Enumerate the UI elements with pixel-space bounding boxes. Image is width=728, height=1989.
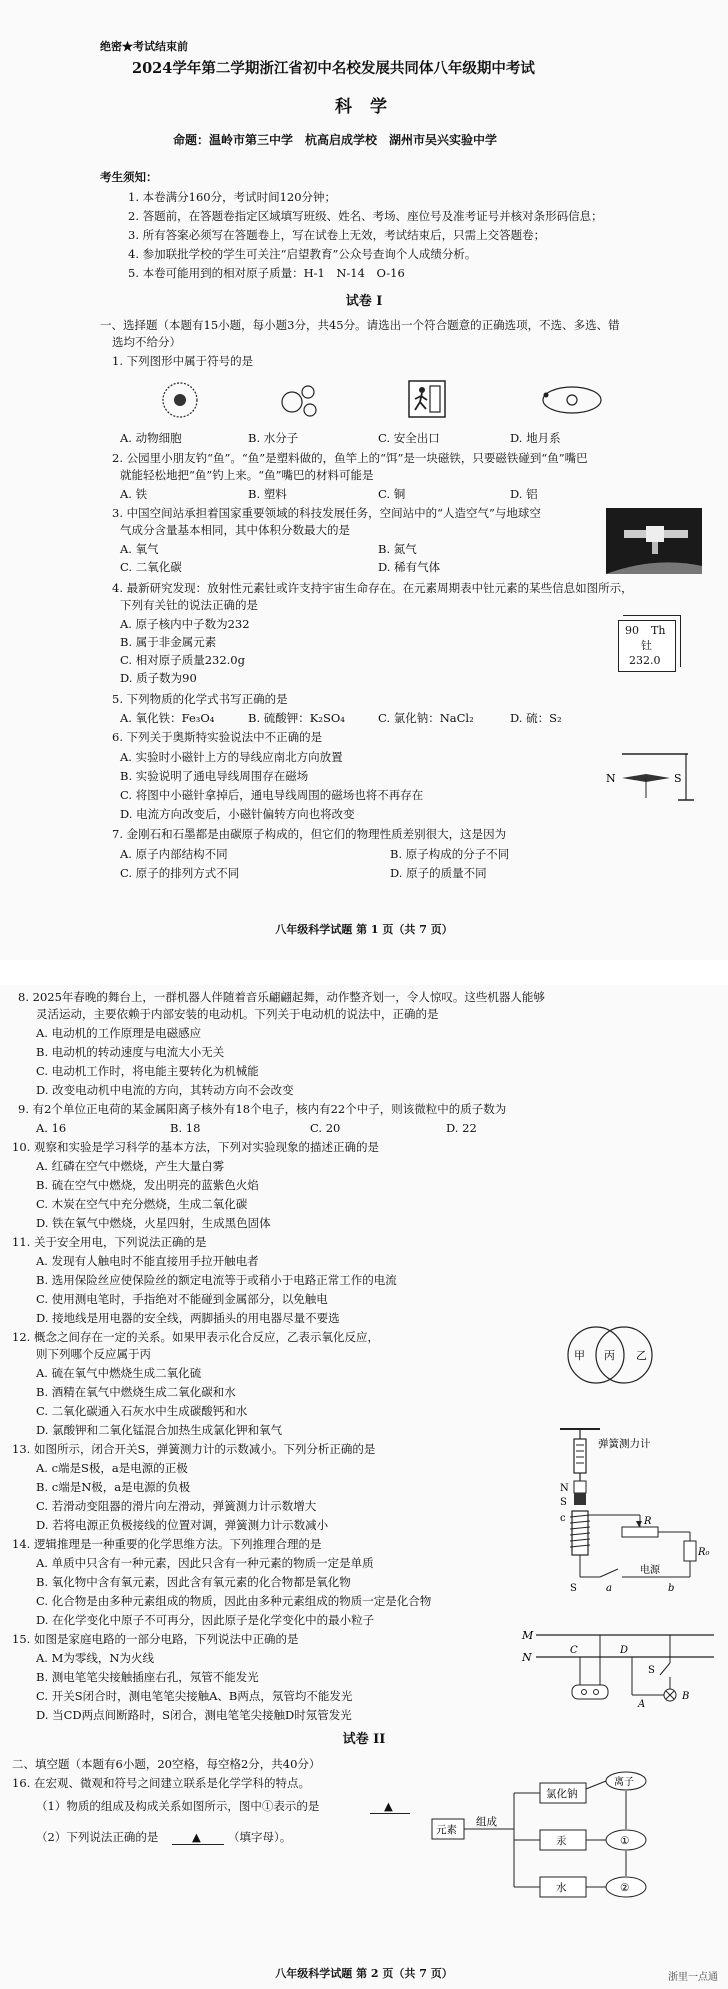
- safety-exit-sign-figure: [408, 380, 446, 418]
- q13-option-c: C. 若滑动变阻器的滑片向左滑动，弹簧测力计示数增大: [36, 1499, 317, 1513]
- spring-scale-label: 弹簧测力计: [598, 1438, 651, 1450]
- q15-option-a: A. M为零线，N为火线: [36, 1651, 154, 1665]
- q11-option-a: A. 发现有人触电时不能直接用手拉开触电者: [36, 1254, 259, 1268]
- q11-option-c: C. 使用测电笔时，手指绝对不能碰到金属部分，以免触电: [36, 1292, 328, 1306]
- q10-option-b: B. 硫在空气中燃烧，发出明亮的蓝紫色火焰: [36, 1178, 259, 1192]
- resistor-r0-label: R₀: [698, 1547, 710, 1558]
- q11-option-d: D. 接地线是用电器的安全线，两脚插头的用电器尽量不要选: [36, 1311, 340, 1325]
- point-c-label: C: [570, 1645, 578, 1656]
- card-symbol: Th: [651, 624, 666, 637]
- q6-option-b: B. 实验说明了通电导线周围存在磁场: [120, 769, 309, 783]
- q6-option-d: D. 电流方向改变后，小磁针偏转方向也将改变: [120, 807, 355, 821]
- section-1-heading: 一、选择题（本题有15小题，每小题3分，共45分。请选出一个符合题意的正确选项，不选、多选、错: [100, 318, 620, 332]
- q2-option-c: C. 铜: [378, 487, 406, 501]
- page-1-footer: 八年级科学试题 第 1 页（共 7 页）: [275, 923, 453, 936]
- earth-moon-system-figure: [540, 384, 604, 416]
- q13-option-a: A. c端是S极，a是电源的正极: [36, 1461, 188, 1475]
- q9-option-b: B. 18: [170, 1121, 201, 1135]
- venn-label-b: 乙: [636, 1349, 647, 1362]
- q5-option-b: B. 硫酸钾：K₂SO₄: [248, 711, 345, 725]
- subject-title: 科 学: [335, 97, 393, 117]
- line-n-label: N: [522, 1651, 532, 1664]
- q2-option-a: A. 铁: [120, 487, 148, 501]
- notice-item: 4. 参加联批学校的学生可关注“启望教育”公众号查询个人成绩分析。: [128, 247, 477, 261]
- notice-item: 5. 本卷可能用到的相对原子质量：H-1 N-14 O-16: [128, 266, 405, 280]
- question-10-stem: 10. 观察和实验是学习科学的基本方法，下列对实验现象的描述正确的是: [12, 1140, 379, 1154]
- matter-composition-diagram: [430, 1771, 652, 1909]
- q14-option-c: C. 化合物是由多种元素组成的物质，因此由多种元素组成的物质一定是化合物: [36, 1594, 432, 1608]
- oersted-experiment-figure: [600, 746, 696, 806]
- question-8-stem-cont: 灵活运动，主要依赖于内部安装的电动机。下列关于电动机的说法中，正确的是: [36, 1007, 439, 1021]
- authors-line: 命题：温岭市第三中学 杭高启成学校 湖州市吴兴实验中学: [173, 133, 498, 147]
- electromagnet-circuit-figure: [540, 1425, 712, 1595]
- q4-option-a: A. 原子核内中子数为232: [120, 617, 250, 631]
- question-11-stem: 11. 关于安全用电，下列说法正确的是: [12, 1235, 207, 1249]
- q10-option-d: D. 铁在氧气中燃烧，火星四射，生成黑色固体: [36, 1216, 271, 1230]
- point-b-label: B: [682, 1691, 690, 1702]
- q10-option-a: A. 红磷在空气中燃烧，产生大量白雾: [36, 1159, 225, 1173]
- question-6-stem: 6. 下列关于奥斯特实验说法中不正确的是: [112, 730, 323, 744]
- blank-marker: ▲: [384, 1799, 393, 1813]
- q7-option-a: A. 原子内部结构不同: [120, 847, 228, 861]
- q11-option-b: B. 选用保险丝应使保险丝的额定电流等于或稍小于电路正常工作的电流: [36, 1273, 397, 1287]
- water-molecule-figure: [280, 382, 330, 418]
- diagram-element-label: 元素: [436, 1824, 457, 1836]
- notice-title: 考生须知：: [100, 170, 158, 184]
- line-m-label: M: [522, 1629, 534, 1642]
- notice-item: 3. 所有答案必须写在答题卷上，写在试卷上无效，考试结束后，只需上交答题卷；: [128, 228, 546, 242]
- q12-option-d: D. 氯酸钾和二氧化锰混合加热生成氯化钾和氧气: [36, 1423, 283, 1437]
- q12-option-c: C. 二氧化碳通入石灰水中生成碳酸钙和水: [36, 1404, 248, 1418]
- diagram-ion-label: 离子: [614, 1777, 634, 1788]
- q5-option-d: D. 硫：S₂: [510, 711, 562, 725]
- question-2-stem-cont: 就能轻松地把“鱼”钓上来。“鱼”嘴巴的材料可能是: [120, 468, 374, 482]
- q5-option-a: A. 氧化铁：Fe₃O₄: [120, 711, 215, 725]
- question-14-stem: 14. 逻辑推理是一种重要的化学思维方法。下列推理合理的是: [12, 1537, 322, 1551]
- question-15-stem: 15. 如图是家庭电路的一部分电路，下列说法中正确的是: [12, 1632, 299, 1646]
- q2-option-b: B. 塑料: [248, 487, 287, 501]
- question-5-stem: 5. 下列物质的化学式书写正确的是: [112, 692, 288, 706]
- blank-marker: ▲: [192, 1830, 201, 1844]
- household-circuit-figure: [520, 1625, 716, 1711]
- terminal-b-label: b: [668, 1583, 675, 1594]
- section-2-heading: 二、填空题（本题有6小题，20空格，每空格2分，共40分）: [12, 1757, 321, 1771]
- diagram-hg-label: 汞: [556, 1835, 567, 1847]
- rheostat-r-label: R: [644, 1516, 652, 1527]
- q1-option-d: D. 地月系: [510, 431, 561, 445]
- section-1-heading-cont: 选均不给分）: [112, 335, 181, 349]
- point-a-label: A: [638, 1699, 646, 1710]
- answer-blank-2[interactable]: [172, 1844, 224, 1845]
- question-4-stem: 4. 最新研究发现：放射性元素钍或许支持宇宙生命存在。在元素周期表中钍元素的某些信息如图所示，: [112, 581, 633, 595]
- magnet-n-label: N: [560, 1483, 569, 1494]
- q3-option-b: B. 氮气: [378, 542, 417, 556]
- q1-option-c: C. 安全出口: [378, 431, 440, 445]
- q8-option-d: D. 改变电动机中电流的方向，其转动方向不会改变: [36, 1083, 294, 1097]
- q4-option-b: B. 属于非金属元素: [120, 635, 217, 649]
- q3-option-a: A. 氧气: [120, 542, 159, 556]
- notice-item: 1. 本卷满分160分，考试时间120分钟；: [128, 190, 337, 204]
- switch-s-label: S: [570, 1583, 577, 1594]
- question-4-stem-cont: 下列有关钍的说法正确的是: [120, 598, 258, 612]
- diagram-nacl-label: 氯化钠: [546, 1788, 578, 1800]
- part-1-title: 试卷 I: [345, 294, 383, 309]
- terminal-a-label: a: [606, 1583, 612, 1594]
- q2-option-d: D. 铝: [510, 487, 538, 501]
- question-12-stem: 12. 概念之间存在一定的关系。如果甲表示化合反应，乙表示氧化反应，: [12, 1330, 379, 1344]
- question-12-stem-cont: 则下列哪个反应属于丙: [36, 1347, 151, 1361]
- q1-option-a: A. 动物细胞: [120, 431, 182, 445]
- space-station-photo: [606, 508, 702, 574]
- q15-option-d: D. 当CD两点间断路时，S闭合，测电笔笔尖接触D时氖管发光: [36, 1708, 352, 1722]
- diagram-two-label: ②: [620, 1882, 630, 1894]
- q4-option-d: D. 质子数为90: [120, 671, 197, 685]
- needle-n-pole: N: [606, 772, 616, 785]
- switch-s-label: S: [648, 1665, 655, 1676]
- question-16-sub2-tail: （填字母）。: [228, 1830, 292, 1844]
- q3-option-d: D. 稀有气体: [378, 560, 441, 574]
- venn-label-c: 丙: [604, 1349, 615, 1362]
- question-13-stem: 13. 如图所示，闭合开关S，弹簧测力计的示数减小。下列分析正确的是: [12, 1442, 376, 1456]
- exam-page-1: [0, 0, 728, 960]
- q15-option-b: B. 测电笔笔尖接触插座右孔，氖管不能发光: [36, 1670, 259, 1684]
- q8-option-a: A. 电动机的工作原理是电磁感应: [36, 1026, 202, 1040]
- question-3-stem-cont: 气成分含量基本相同，其中体积分数最大的是: [120, 523, 350, 537]
- magnet-s-label: S: [560, 1497, 567, 1508]
- q8-option-b: B. 电动机的转动速度与电流大小无关: [36, 1045, 225, 1059]
- confidential-label: 绝密★考试结束前: [100, 40, 188, 53]
- coil-c-label: c: [560, 1513, 566, 1524]
- q14-option-a: A. 单质中只含有一种元素，因此只含有一种元素的物质一定是单质: [36, 1556, 374, 1570]
- q6-option-a: A. 实验时小磁针上方的导线应南北方向放置: [120, 750, 343, 764]
- q7-option-b: B. 原子构成的分子不同: [390, 847, 510, 861]
- q1-option-b: B. 水分子: [248, 431, 299, 445]
- point-d-label: D: [620, 1645, 629, 1656]
- page-2-footer: 八年级科学试题 第 2 页（共 7 页）: [275, 1967, 453, 1980]
- q7-option-d: D. 原子的质量不同: [390, 866, 487, 880]
- q3-option-c: C. 二氧化碳: [120, 560, 182, 574]
- power-source-label: 电源: [640, 1565, 660, 1576]
- diagram-one-label: ①: [620, 1835, 630, 1847]
- question-8-stem: 8. 2025年春晚的舞台上，一群机器人伴随着音乐翩翩起舞，动作整齐划一，令人惊叹。这些机器人能够: [18, 990, 545, 1004]
- q5-option-c: C. 氯化钠：NaCl₂: [378, 711, 474, 725]
- question-3-stem: 3. 中国空间站承担着国家重要领域的科技发展任务，空间站中的“人造空气”与地球空: [112, 506, 541, 520]
- q8-option-c: C. 电动机工作时，将电能主要转化为机械能: [36, 1064, 259, 1078]
- animal-cell-figure: [160, 380, 200, 420]
- q6-option-c: C. 将图中小磁针拿掉后，通电导线周围的磁场也将不再存在: [120, 788, 424, 802]
- watermark-text: 浙里一点通: [668, 1972, 718, 1983]
- q14-option-b: B. 氧化物中含有氧元素，因此含有氧元素的化合物都是氧化物: [36, 1575, 351, 1589]
- thorium-element-card: [618, 620, 676, 672]
- q4-option-c: C. 相对原子质量232.0g: [120, 653, 245, 667]
- question-16-sub1: （1）物质的组成及构成关系如图所示，图中①表示的是: [36, 1799, 320, 1813]
- card-atomic-number: 90: [625, 624, 639, 637]
- question-16-sub2: （2）下列说法正确的是: [36, 1830, 159, 1844]
- needle-s-pole: S: [674, 772, 682, 785]
- question-16-stem: 16. 在宏观、微观和符号之间建立联系是化学学科的特点。: [12, 1776, 310, 1790]
- q15-option-c: C. 开关S闭合时，测电笔笔尖接触A、B两点，氖管均不能发光: [36, 1689, 353, 1703]
- question-9-stem: 9. 有2个单位正电荷的某金属阳离子核外有18个电子，核内有22个中子，则该微粒中的质子数为: [18, 1102, 507, 1116]
- card-atomic-mass: 232.0: [629, 654, 661, 667]
- diagram-compose-label: 组成: [476, 1816, 497, 1828]
- diagram-water-label: 水: [556, 1882, 567, 1894]
- q10-option-c: C. 木炭在空气中充分燃烧，生成二氧化碳: [36, 1197, 248, 1211]
- question-1-stem: 1. 下列图形中属于符号的是: [112, 354, 254, 368]
- q7-option-c: C. 原子的排列方式不同: [120, 866, 240, 880]
- exam-title: 2024学年第二学期浙江省初中名校发展共同体八年级期中考试: [132, 60, 535, 77]
- q13-option-b: B. c端是N极，a是电源的负极: [36, 1480, 191, 1494]
- q13-option-d: D. 若将电源正负极接线的位置对调，弹簧测力计示数减小: [36, 1518, 329, 1532]
- card-element-name: 钍: [641, 639, 652, 652]
- venn-label-a: 甲: [574, 1349, 585, 1362]
- q14-option-d: D. 在化学变化中原子不可再分，因此原子是化学变化中的最小粒子: [36, 1613, 375, 1627]
- notice-item: 2. 答题前，在答题卷指定区域填写班级、姓名、考场、座位号及准考证号并核对条形码信息；: [128, 209, 603, 223]
- question-7-stem: 7. 金刚石和石墨都是由碳原子构成的，但它们的物理性质差别很大，这是因为: [112, 827, 507, 841]
- q9-option-c: C. 20: [310, 1121, 341, 1135]
- q9-option-a: A. 16: [36, 1121, 67, 1135]
- page-gap: [0, 960, 728, 985]
- question-2-stem: 2. 公园里小朋友钓“鱼”。“鱼”是塑料做的，鱼竿上的“饵”是一块磁铁，只要磁铁碰到“鱼”嘴巴: [112, 451, 588, 465]
- part-2-title: 试卷 II: [342, 1732, 386, 1747]
- venn-diagram-figure: [560, 1323, 660, 1387]
- q9-option-d: D. 22: [446, 1121, 477, 1135]
- q12-option-b: B. 酒精在氧气中燃烧生成二氧化碳和水: [36, 1385, 236, 1399]
- answer-blank-1[interactable]: [370, 1813, 410, 1814]
- exam-page-2: [0, 985, 728, 1989]
- q12-option-a: A. 硫在氧气中燃烧生成二氧化硫: [36, 1366, 202, 1380]
